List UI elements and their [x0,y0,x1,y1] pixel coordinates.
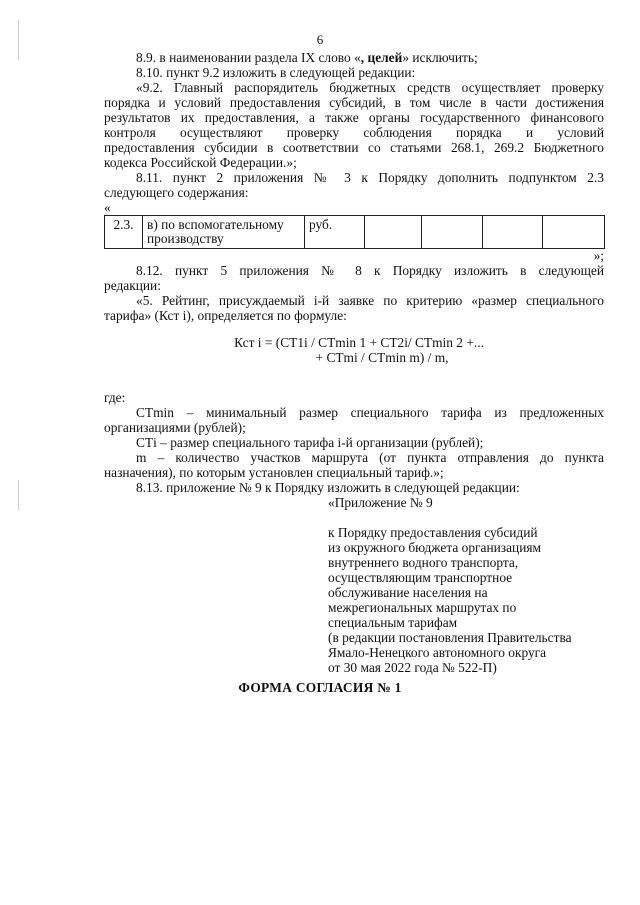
subitem-table [104,215,605,249]
definition-line: СТmin – минимальный размер специального тарифа из предложенных [136,405,604,420]
item-8-12-line: редакции: [104,278,161,293]
appendix-line: от 30 мая 2022 года № 522-П) [328,660,497,675]
p92-line: «9.2. Главный распорядитель бюджетных средств осуществляет проверку [136,80,604,95]
definition-line: m – количество участков маршрута (от пункта отправления до пункта [136,450,604,465]
table-cell-name: в) по вспомогательному производству [143,216,305,249]
formula-line: + СТmi / СТmin m) / m, [315,350,449,365]
appendix-line: (в редакции постановления Правительства [328,630,572,645]
p92-line: предоставления субсидии в соответствии со статьями 268.1, 269.2 Бюджетного [104,140,604,155]
page-number: 6 [316,32,324,47]
p92-line: порядка и условий предоставления субсидий, в том числе в части достижения [104,95,604,110]
appendix-line: Ямало-Ненецкого автономного округа [328,645,547,660]
item-8-12-line: 8.12. пункт 5 приложения № 8 к Порядку изложить в следующей [136,263,604,278]
definition-line: назначения), по которым установлен специальный тариф.»; [104,465,444,480]
table-row [105,216,605,249]
appendix-line: специальным тарифам [328,615,458,630]
appendix-line: межрегиональных маршрутах по [328,600,517,615]
item-8-11-line: 8.11. пункт 2 приложения № 3 к Порядку дополнить подпунктом 2.3 [136,170,604,185]
appendix-line: из окружного бюджета организациям [328,540,541,555]
formula-line: Кст i = (СТ1i / СТmin 1 + СТ2i/ СТmin 2 +... [234,335,484,350]
item-8-9: 8.9. в наименовании раздела IX слово «, целей» исключить; [136,50,478,65]
p92-line: кодекса Российской Федерации.»; [104,155,297,170]
table-cell-empty [422,216,483,249]
definition-line: организациями (рублей); [104,420,246,435]
p5-line: тарифа» (Кст i), определяется по формуле: [104,308,347,323]
table-cell-number: 2.3. [105,216,143,249]
form-title: ФОРМА СОГЛАСИЯ № 1 [238,680,402,695]
quote-close: »; [593,248,604,263]
p92-line: результатов их предоставления, а также органы государственного финансового [104,110,604,125]
document-body [104,50,604,675]
item-8-10: 8.10. пункт 9.2 изложить в следующей редакции: [136,65,416,80]
scan-edge-mark [18,480,19,510]
item-8-11-line: следующего содержания: [104,185,249,200]
appendix-line: осуществляющим транспортное [328,570,513,585]
quote-open: « [104,200,111,215]
rating-formula [104,335,604,365]
item-8-13: 8.13. приложение № 9 к Порядку изложить в следующей редакции: [136,480,520,495]
where-label: где: [104,390,126,405]
p5-line: «5. Рейтинг, присуждаемый i-й заявке по критерию «размер специального [136,293,604,308]
table-cell-empty [483,216,543,249]
appendix-line: внутреннего водного транспорта, [328,555,519,570]
table-cell-empty [543,216,605,249]
definition-line: СТi – размер специального тарифа i-й организации (рублей); [136,435,484,450]
appendix-title: «Приложение № 9 [328,495,433,510]
appendix-line: к Порядку предоставления субсидий [328,525,538,540]
table-cell-unit: руб. [305,216,365,249]
p92-line: контроля осуществляют проверку соблюдения порядка и условий [104,125,604,140]
appendix-line: обслуживание населения на [328,585,488,600]
table-cell-empty [365,216,422,249]
